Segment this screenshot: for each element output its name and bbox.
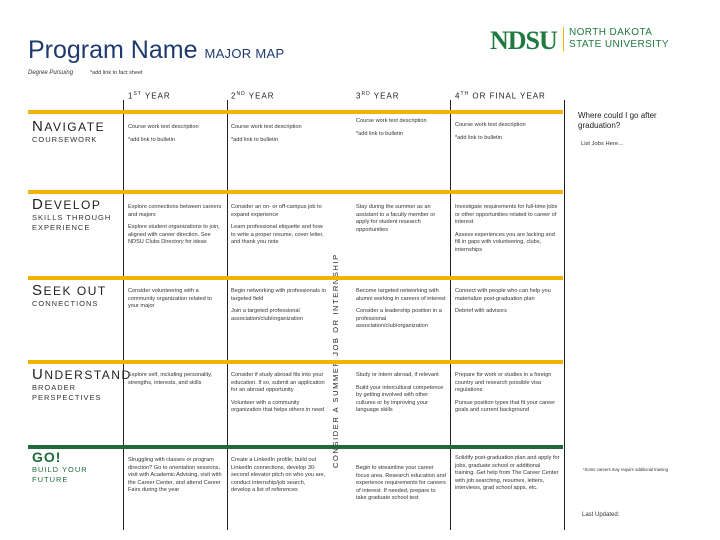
cell-seek-year2: Begin networking with professionals in targeted field Join a targeted professional association/club/organization [231, 288, 326, 322]
column-divider [227, 100, 228, 530]
list-jobs-placeholder: List Jobs Here… [581, 141, 624, 147]
university-name: NORTH DAKOTA STATE UNIVERSITY [569, 27, 669, 50]
bulletin-link[interactable]: *add link to bulletin [356, 130, 403, 137]
column-divider [123, 100, 124, 530]
row-divider-understand [28, 360, 563, 364]
training-footnote: *Some careers may require additional training [583, 467, 668, 472]
column-divider [564, 100, 565, 530]
cell-develop-year1: Explore connections between careers and majors Explore student organizations to join, aligned with career direction. See NDSU Clubs Directory for ideas [128, 204, 222, 246]
cell-understand-year2: Consider if study abroad fits into your education. If so, submit an application for an abroad opportunity Volunteer with a community organization that helps others in need [231, 372, 325, 414]
cell-understand-year1: Explore self, including personality, strengths, interests, and skills [128, 372, 213, 386]
last-updated-label: Last Updated: [582, 512, 620, 518]
year-header-1: 1ST YEAR [128, 91, 171, 101]
cell-understand-year3: Study or intern abroad, if relevant Build your intercultural competence by getting involved with other cultures or by improving your language skills [356, 372, 444, 414]
degree-pursuing-label: Degree Pursuing [28, 70, 74, 76]
cell-go-year3: Begin to streamline your career focus area. Research education and experience requirements for careers of interest. If needed, prepare to take graduate school test [356, 465, 446, 502]
row-label-understand: UNDERSTAND BROADER PERSPECTIVES [32, 366, 132, 402]
row-divider-navigate [28, 110, 563, 114]
cell-go-year1: Struggling with classes or program direction? Go to orientation sessions, visit with Academic Advising, visit with the Career Center, and attend Career Fairs during the year [128, 457, 222, 494]
page-title: Program Name MAJOR MAP [28, 36, 285, 64]
page-subtitle: MAJOR MAP [204, 46, 285, 61]
cell-seek-year3: Become targeted networking with alumni working in careers of interest Consider a leadership position in a professional association/club/organization [356, 288, 446, 330]
year-header-3: 3RD YEAR [356, 91, 400, 101]
year-header-2: 2ND YEAR [231, 91, 275, 101]
fact-sheet-link[interactable]: *add link to fact sheet [90, 70, 143, 76]
bulletin-link[interactable]: *add link to bulletin [128, 136, 175, 143]
summer-job-vertical-label [331, 168, 340, 468]
cell-develop-year3: Stay during the summer as an assistant to a faculty member or apply for student research opportunities [356, 204, 436, 233]
year-header-4: 4TH OR FINAL YEAR [455, 91, 546, 101]
row-label-seek-out: SEEK OUT CONNECTIONS [32, 282, 107, 308]
cell-develop-year4: Investigate requirements for full-time jobs or other opportunities related to career of interest Assess experiences you are lacking and fill in gaps with volunteering, clubs, internships [455, 204, 558, 253]
cell-navigate-year2: Course work text description *add link to bulletin [231, 124, 326, 149]
row-label-develop: DEVELOP SKILLS THROUGH EXPERIENCE [32, 196, 112, 232]
cell-develop-year2: Consider an on- or off-campus job to expand experience Learn professional etiquette and how to write a proper resume, cover letter, and thank you note [231, 204, 324, 246]
row-label-go: GO! BUILD YOUR FUTURE [32, 449, 88, 484]
cell-navigate-year4: Course work text description *add link to bulletin [455, 122, 560, 147]
cell-navigate-year1: Course work text description *add link to bulletin [128, 124, 223, 149]
cell-understand-year4: Prepare for work or studies in a foreign country and research possible visa regulations Pursue position types that fit your career goals and current background [455, 372, 556, 414]
row-label-navigate: NAVIGATE COURSEWORK [32, 118, 106, 144]
bulletin-link[interactable]: *add link to bulletin [455, 134, 502, 141]
cell-go-year2: Create a LinkedIn profile, build out LinkedIn connections, develop 30-second elevator pitch on who you are, conduct internship/job search, develop a list of references [231, 457, 326, 494]
logo-divider [563, 27, 564, 51]
row-divider-seek-out [28, 276, 563, 280]
bulletin-link[interactable]: *add link to bulletin [231, 136, 278, 143]
cell-navigate-year3: Course work text description *add link to bulletin [356, 118, 446, 143]
column-divider [450, 100, 451, 530]
cell-seek-year4: Connect with people who can help you materialize post-graduation plan Debrief with advisors [455, 288, 551, 315]
ndsu-logo: NDSU [490, 26, 557, 55]
row-divider-develop [28, 190, 563, 194]
cell-go-year4: Solidify post-graduation plan and apply for jobs, graduate school or additional training. Get help from The Career Center with job searching, resumes, letters, interviews, grad school apps, etc. [455, 455, 560, 492]
row-divider-go [28, 445, 563, 449]
where-could-i-go-heading: Where could I go after graduation? [578, 111, 657, 130]
cell-seek-year1: Consider volunteering with a community organization related to your major [128, 288, 212, 310]
